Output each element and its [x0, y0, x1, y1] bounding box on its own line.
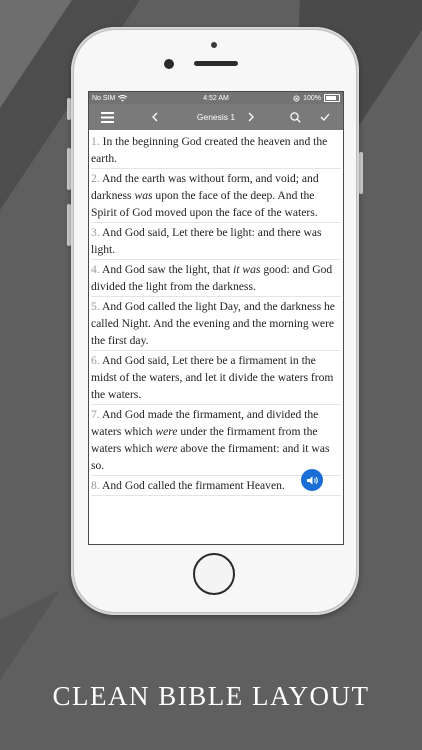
verse-italic-text: was: [134, 189, 153, 202]
power-button: [359, 152, 363, 194]
verse-text: And God made the firmament, and divided the waters which: [91, 408, 319, 438]
search-icon[interactable]: [288, 104, 302, 130]
checkmark-icon[interactable]: [318, 104, 332, 130]
verse-number: 4.: [91, 263, 100, 276]
verse-text: And the earth was without form, and void; and darkness: [91, 172, 319, 202]
verse-text: And God saw the light, that: [99, 263, 234, 276]
verse-italic-text: it was: [233, 263, 261, 276]
earpiece-speaker: [194, 61, 238, 66]
verse-text: And God said, Let there be a firmament in the midst of the waters, and let it divide the waters from the waters.: [91, 354, 334, 401]
verse-number: 2.: [91, 172, 100, 185]
battery-percent: 100%: [303, 94, 321, 102]
verse-list: [89, 130, 343, 496]
front-camera: [164, 59, 174, 69]
speaker-icon: [306, 475, 319, 486]
nav-bar: [89, 104, 343, 130]
verse-item[interactable]: [91, 132, 341, 169]
verse-text: above the firmament: and it was so.: [91, 442, 330, 472]
verse-text: upon the face of the deep. And the Spirit of God moved upon the face of the waters.: [91, 189, 318, 219]
status-bar: [89, 92, 343, 104]
verse-italic-text: were: [155, 442, 178, 455]
verse-number: 5.: [91, 300, 100, 313]
verse-number: 7.: [91, 408, 100, 421]
verse-item[interactable]: [91, 405, 341, 476]
verse-text: And God called the firmament Heaven.: [99, 479, 285, 492]
verse-text: In the beginning God created the heaven and the earth.: [91, 135, 328, 165]
verse-text: good: and God divided the light from the darkness.: [91, 263, 333, 293]
chevron-right-icon[interactable]: [245, 104, 257, 130]
verse-item[interactable]: [91, 223, 341, 260]
verse-number: 6.: [91, 354, 100, 367]
battery-icon: [324, 94, 340, 102]
proximity-sensor: [211, 42, 217, 48]
carrier-label: No SIM: [92, 94, 116, 102]
verse-item[interactable]: [91, 351, 341, 405]
verse-item[interactable]: [91, 169, 341, 223]
verse-text: And God called the light Day, and the darkness he called Night. And the evening and the morning were the first day.: [91, 300, 335, 347]
verse-number: 3.: [91, 226, 100, 239]
verse-number: 8.: [91, 479, 100, 492]
promo-caption: CLEAN BIBLE LAYOUT: [52, 681, 370, 711]
verse-text: under the firmament from the waters which: [91, 425, 318, 455]
verse-item[interactable]: [91, 260, 341, 297]
home-button[interactable]: [193, 553, 235, 595]
status-time: 4:52 AM: [203, 94, 229, 102]
verse-italic-text: were: [155, 425, 178, 438]
chapter-title[interactable]: Genesis 1: [196, 112, 236, 122]
verse-item[interactable]: [91, 297, 341, 351]
audio-play-button[interactable]: [301, 469, 323, 491]
verse-number: 1.: [91, 135, 100, 148]
verse-text: And God said, Let there be light: and there was light.: [91, 226, 322, 256]
wifi-icon: [118, 95, 127, 102]
orientation-lock-icon: [293, 95, 300, 102]
